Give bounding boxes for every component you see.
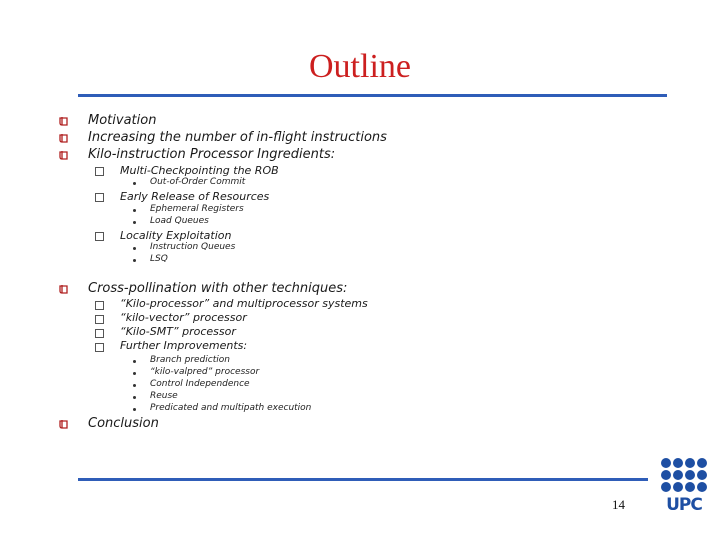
improvement-item: “kilo-valpred” processor (150, 367, 260, 377)
bullet-icon (58, 284, 68, 294)
page-number: 14 (612, 497, 625, 512)
upc-logo (660, 458, 708, 514)
sub-bullet-icon (95, 315, 104, 324)
detail-item: LSQ (150, 254, 168, 264)
dot-bullet-icon (133, 396, 136, 399)
slide-title: Outline (309, 48, 411, 85)
ingredient-item: Locality Exploitation (120, 229, 232, 242)
bullet-icon (58, 133, 68, 143)
ingredient-item: Multi-Checkpointing the ROB (120, 164, 279, 177)
sub-bullet-icon (95, 301, 104, 310)
sub-bullet-icon (95, 329, 104, 338)
outline-item: Increasing the number of in-flight instructions (88, 130, 387, 145)
dot-bullet-icon (133, 408, 136, 411)
detail-item: Out-of-Order Commit (150, 177, 246, 187)
improvement-item: Predicated and multipath execution (150, 403, 312, 413)
logo-text: UPC (666, 495, 702, 515)
sub-bullet-icon (95, 232, 104, 241)
detail-item: Load Queues (150, 216, 209, 226)
sub-bullet-icon (95, 167, 104, 176)
dot-bullet-icon (133, 221, 136, 224)
detail-item: Ephemeral Registers (150, 204, 244, 214)
dot-bullet-icon (133, 259, 136, 262)
outline-item: Kilo-instruction Processor Ingredients: (88, 147, 336, 162)
cross-item: “kilo-vector” processor (120, 311, 247, 324)
bullet-icon (58, 116, 68, 126)
cross-item: “Kilo-processor” and multiprocessor systems (120, 297, 368, 310)
cross-item: Further Improvements: (120, 339, 248, 352)
dot-bullet-icon (133, 372, 136, 375)
sub-bullet-icon (95, 193, 104, 202)
dot-bullet-icon (133, 209, 136, 212)
improvement-item: Reuse (150, 391, 178, 401)
ingredient-item: Early Release of Resources (120, 190, 270, 203)
cross-item: “Kilo-SMT” processor (120, 325, 236, 338)
top-divider (78, 94, 667, 97)
dot-bullet-icon (133, 247, 136, 250)
dot-bullet-icon (133, 384, 136, 387)
outline-item: Motivation (88, 113, 157, 128)
outline-item: Cross-pollination with other techniques: (88, 281, 348, 296)
improvement-item: Control Independence (150, 379, 250, 389)
detail-item: Instruction Queues (150, 242, 236, 252)
dot-bullet-icon (133, 182, 136, 185)
bullet-icon (58, 150, 68, 160)
bullet-icon (58, 419, 68, 429)
outline-item: Conclusion (88, 416, 159, 431)
dot-bullet-icon (133, 360, 136, 363)
improvement-item: Branch prediction (150, 355, 230, 365)
sub-bullet-icon (95, 343, 104, 352)
bottom-divider (78, 478, 648, 481)
